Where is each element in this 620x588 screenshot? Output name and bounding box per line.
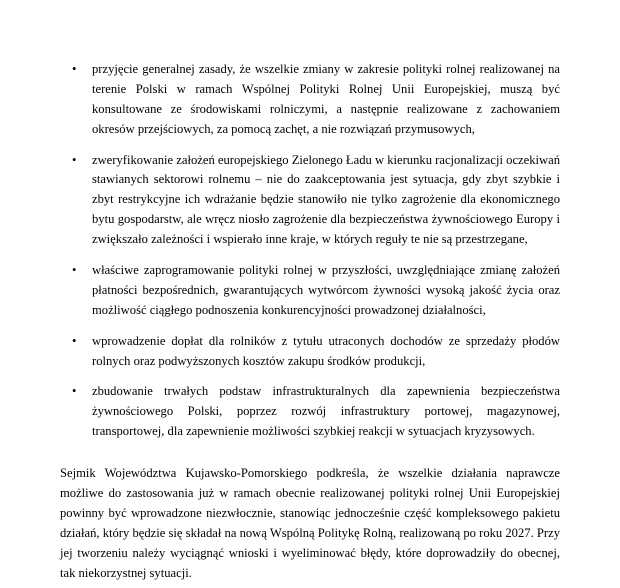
list-item	[60, 382, 560, 442]
list-item	[60, 60, 560, 140]
list-item	[60, 332, 560, 372]
list-item-text: właściwe zaprogramowanie polityki rolnej w przyszłości, uwzględniające zmianę założeń płatności bezpośrednich, gwarantujących wytwórcom żywności wysoką jakość życia oraz możliwość ciągłego podnoszenia konkurencyjności prowadzonej działalności,	[92, 263, 560, 317]
list-item-text: przyjęcie generalnej zasady, że wszelkie zmiany w zakresie polityki rolnej realizowanej na terenie Polski w ramach Wspólnej Polityki Rolnej Unii Europejskiej, muszą być konsultowane ze środowiskami rolniczymi, a następnie realizowane z zachowaniem okresów przejściowych, za pomocą zachęt, a nie rozwiązań przymusowych,	[92, 62, 560, 136]
bullet-icon: •	[72, 333, 77, 348]
list-item-text: zbudowanie trwałych podstaw infrastrukturalnych dla zapewnienia bezpieczeństwa żywnościowego Polski, poprzez rozwój infrastruktury portowej, magazynowej, transportowej, dla zapewnienie możliwości szybkiej reakcji w sytuacjach kryzysowych.	[92, 384, 560, 439]
list-item-text: zweryfikowanie założeń europejskiego Zielonego Ładu w kierunku racjonalizacji oczekiwań stawianych sektorowi rolnemu – nie do zaakceptowania jest sytuacja, gdy zbyt szybkie i zbyt restrykcyjne ich wdrażanie będzie stanowiło nie tylko zagrożenie dla ekonomicznego bytu gospodarstw, ale wręcz niosło zagrożenie dla bezpieczeństwa żywnościowego Europy i zwiększało zależności i wspierało inne kraje, w których reguły te nie są przestrzegane,	[92, 152, 560, 247]
bullet-icon: •	[72, 263, 77, 278]
bullet-icon: •	[72, 62, 77, 76]
bullet-icon: •	[72, 384, 77, 399]
closing-paragraph: Sejmik Województwa Kujawsko-Pomorskiego podkreśla, że wszelkie działania naprawcze możliwe do zastosowania już w ramach obecnie realizowanej polityki rolnej Unii Europejskiej powinny być wprowadzone niezwłocznie, stanowiąc jednocześnie część kompleksowego pakietu działań, który będzie się składał na nową Wspólną Politykę Rolną, realizowaną po roku 2027. Przy jej tworzeniu należy wyciągnąć wnioski i wyeliminować błędy, które doprowadziły do obecnej, tak niekorzystnej sytuacji.	[60, 466, 560, 580]
list-item	[60, 261, 560, 321]
list-item-text: wprowadzenie dopłat dla rolników z tytułu utraconych dochodów ze sprzedaży płodów rolnych oraz podwyższonych kosztów zakupu środków produkcji,	[92, 333, 560, 368]
bullet-icon: •	[72, 152, 77, 167]
list-item	[60, 151, 560, 250]
postulates-list	[60, 60, 560, 442]
closing-paragraph-block	[60, 464, 560, 583]
